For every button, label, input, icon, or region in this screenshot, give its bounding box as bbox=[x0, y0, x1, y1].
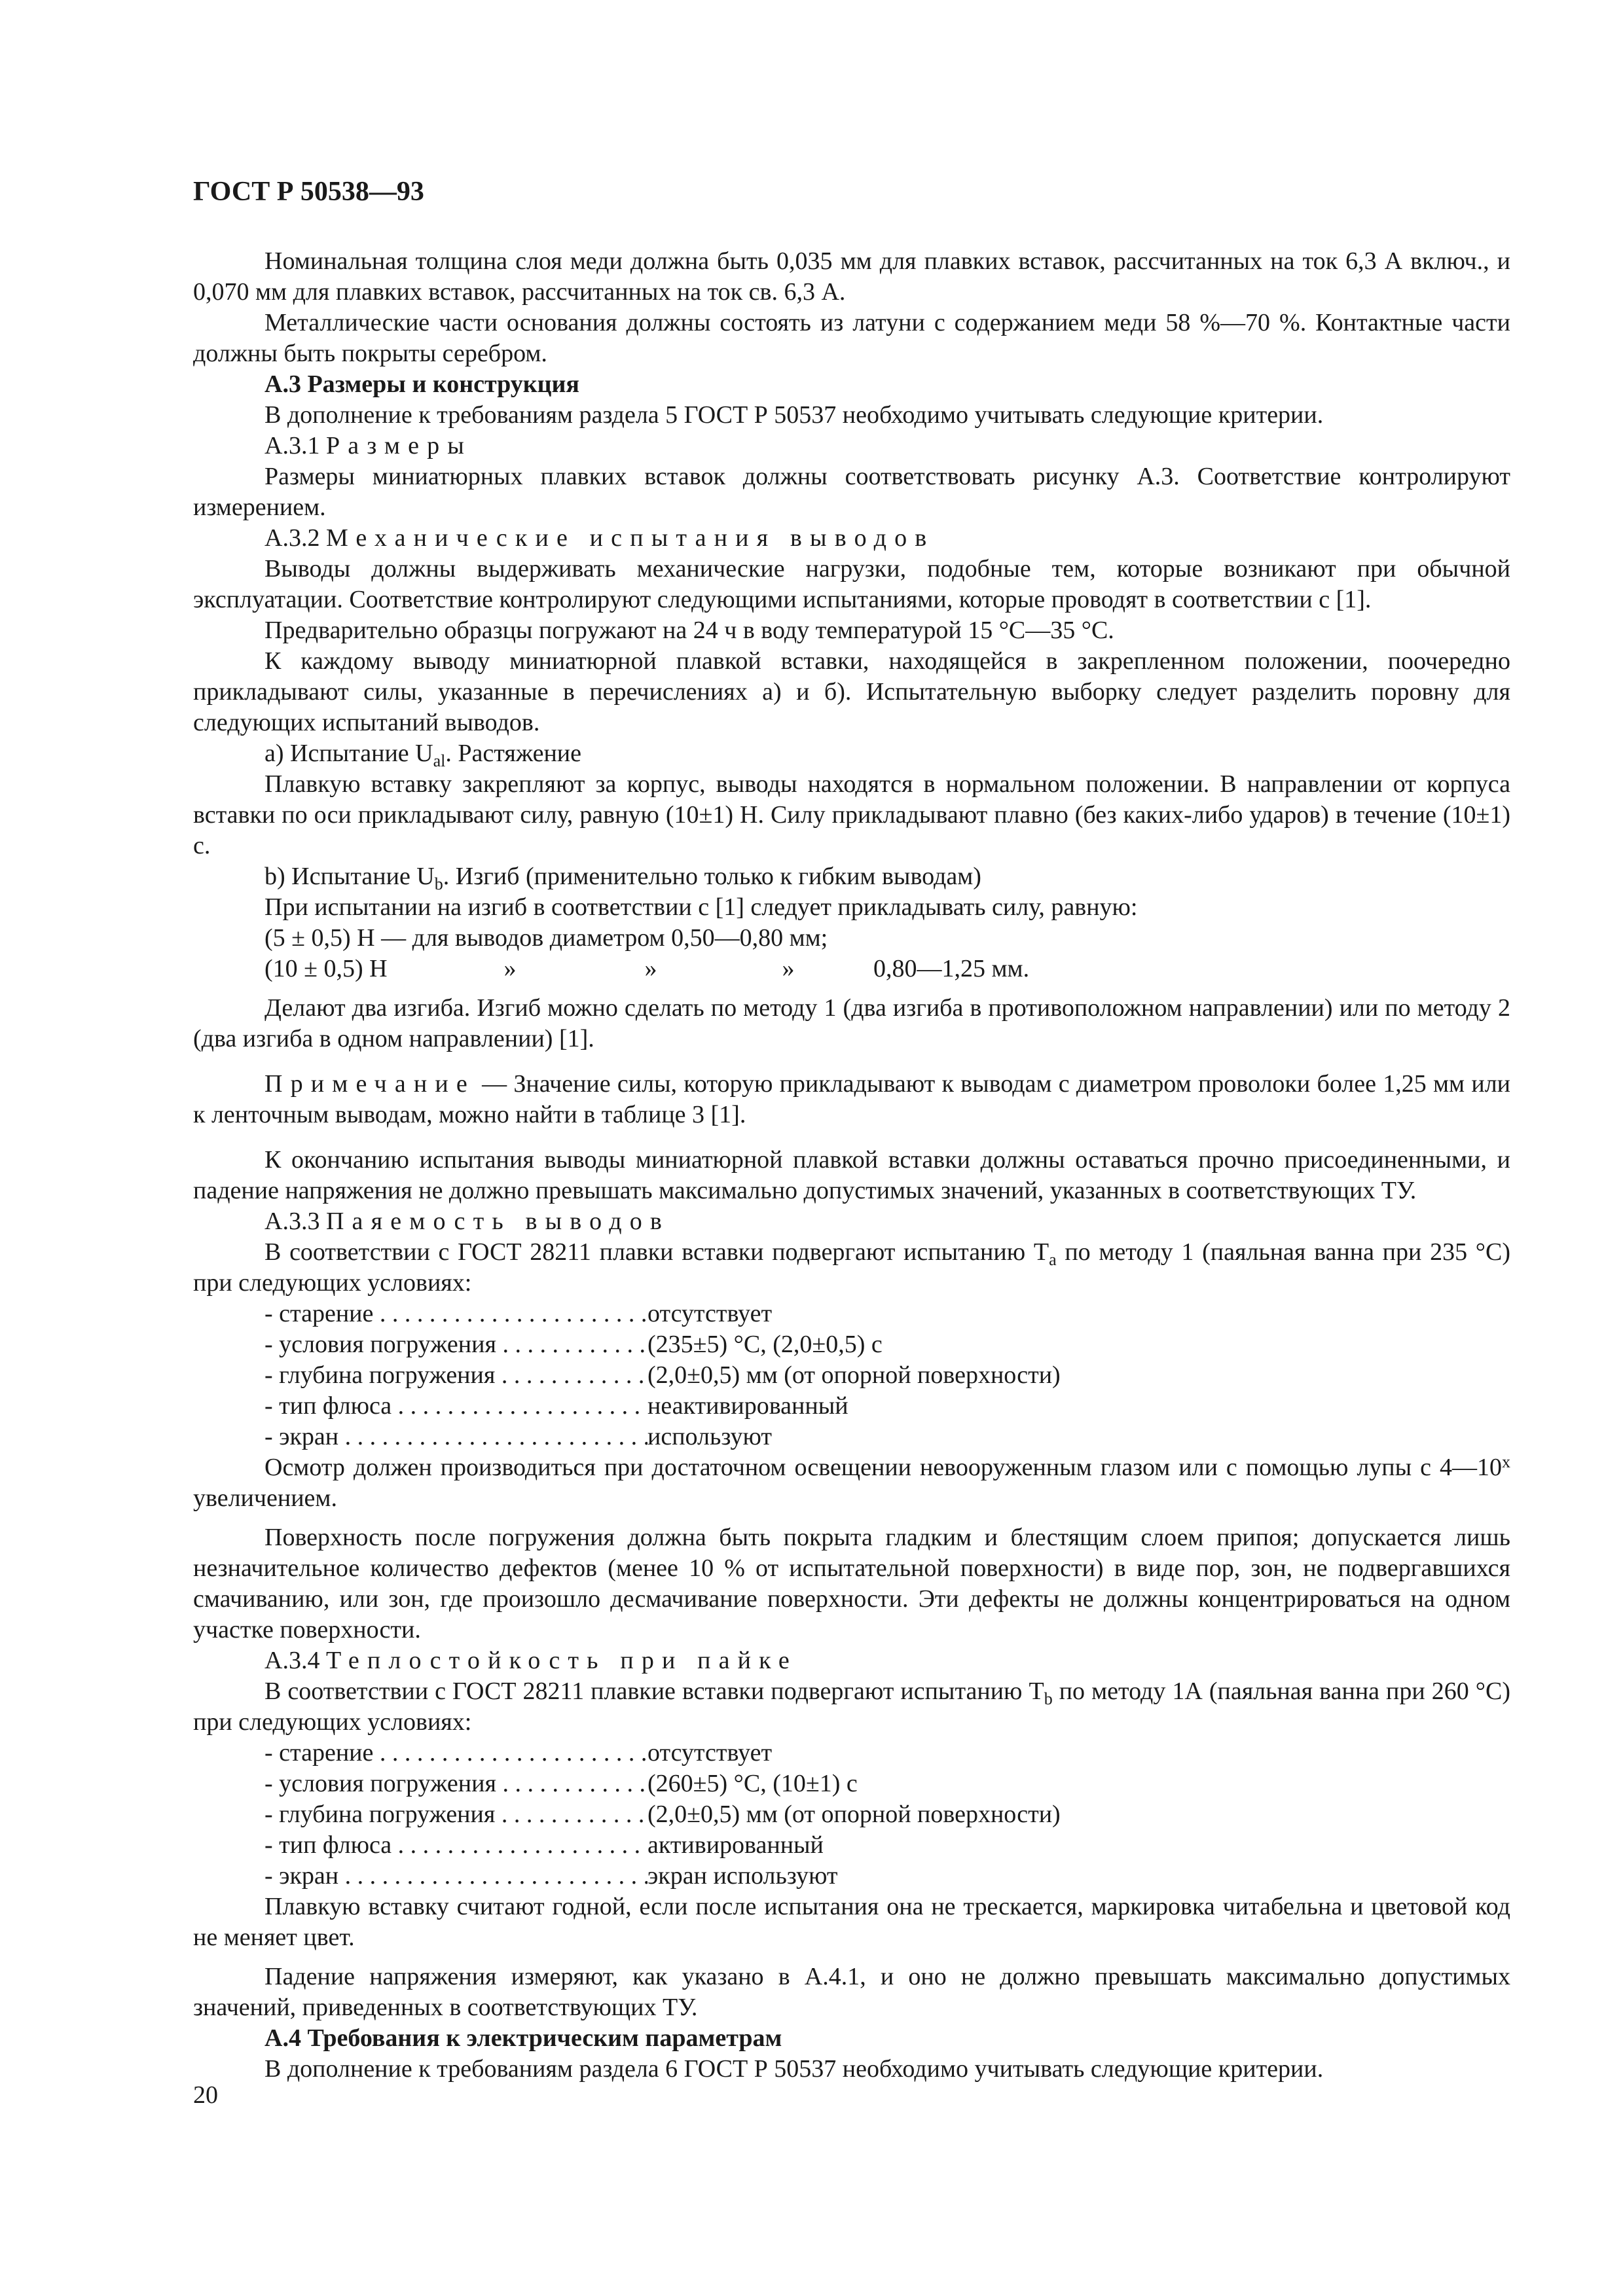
section-a3-title: А.3 Размеры и конструкция bbox=[264, 370, 579, 398]
section-a33-heading bbox=[193, 1206, 1510, 1237]
section-a31-number: А.3.1 bbox=[264, 432, 326, 459]
conditions-list-a33 bbox=[193, 1299, 1510, 1452]
condition-label: - экран . . . bbox=[264, 1861, 647, 1892]
section-a33-text-start: В соответствии с ГОСТ 28211 плавки вставки подвергают испытанию Т bbox=[264, 1238, 1049, 1266]
force-row-2-value: (10 ± 0,5) Н bbox=[264, 955, 388, 982]
condition-row bbox=[193, 1768, 1510, 1799]
test-a-label: a) Испытание U bbox=[264, 740, 433, 767]
test-a-text: Плавкую вставку закрепляют за корпус, выводы находятся в нормальном положении. В направлении от корпуса вставки по оси прикладывают силу, равную (10±1) Н. Силу прикладывают плавно (без каких-либо ударов) в течение (10±1) с. bbox=[193, 770, 1510, 859]
condition-label: - условия погружения . . . bbox=[264, 1768, 647, 1799]
condition-row bbox=[193, 1329, 1510, 1360]
condition-row bbox=[193, 1391, 1510, 1422]
paragraph-copper-thickness: Номинальная толщина слоя меди должна быть 0,035 мм для плавких вставок, рассчитанных на ток 6,3 А включ., и 0,070 мм для плавких вставок, рассчитанных на ток св. 6,3 А. bbox=[193, 247, 1510, 306]
ditto-mark: » bbox=[644, 955, 657, 982]
condition-row bbox=[193, 1830, 1510, 1861]
section-a34-good: Плавкую вставку считают годной, если после испытания она не трескается, маркировка читабельна и цветовой код не меняет цвет. bbox=[193, 1893, 1510, 1951]
section-a32-text-2: Предварительно образцы погружают на 24 ч в воду температурой 15 °С—35 °С. bbox=[264, 617, 1114, 644]
section-a32-title: Механические испытания выводов bbox=[325, 524, 935, 552]
page-number: 20 bbox=[193, 2081, 218, 2109]
condition-row bbox=[193, 1799, 1510, 1830]
section-a32-text-3: К каждому выводу миниатюрной плавкой вставки, находящейся в закрепленном положении, поочередно прикладывают силы, указанные в перечислениях а) и б). Испытательную выборку следует разделить поровну для следующих испытаний выводов. bbox=[193, 647, 1510, 736]
condition-label: - тип флюса . . . bbox=[264, 1830, 647, 1861]
condition-label: - экран . . . bbox=[264, 1422, 647, 1452]
condition-value: (2,0±0,5) мм (от опорной поверхности) bbox=[647, 1801, 1061, 1828]
condition-value: экран используют bbox=[647, 1862, 838, 1890]
section-a31-text: Размеры миниатюрных плавких вставок должны соответствовать рисунку А.3. Соответствие контролируют измерением. bbox=[193, 463, 1510, 521]
ditto-mark: » bbox=[782, 955, 795, 982]
section-a31-title: Размеры bbox=[325, 432, 472, 459]
inspection-text-start: Осмотр должен производиться при достаточном освещении невооруженным глазом или с помощью лупы с 4—10 bbox=[264, 1454, 1502, 1481]
bend-text: Делают два изгиба. Изгиб можно сделать по методу 1 (два изгиба в противоположном направлении) или по методу 2 (два изгиба в одном направлении) [1]. bbox=[193, 994, 1510, 1052]
ditto-mark: » bbox=[503, 955, 517, 982]
section-a3-text: В дополнение к требованиям раздела 5 ГОСТ Р 50537 необходимо учитывать следующие критерии. bbox=[264, 401, 1324, 429]
section-a32-heading bbox=[193, 523, 1510, 554]
section-a34-number: А.3.4 bbox=[264, 1647, 326, 1674]
section-a33-number: А.3.3 bbox=[264, 1208, 326, 1235]
section-a32-text-1: Выводы должны выдерживать механические нагрузки, подобные тем, которые возникают при обычной эксплуатации. Соответствие контролируют следующими испытаниями, которые проводят в соответствии с [1]. bbox=[193, 555, 1510, 613]
test-b-heading bbox=[193, 861, 1510, 892]
force-row-1 bbox=[193, 923, 1510, 954]
condition-value: неактивированный bbox=[647, 1392, 848, 1420]
section-a34-subscript: b bbox=[1044, 1689, 1053, 1708]
condition-label: - глубина погружения . . . bbox=[264, 1799, 647, 1830]
section-a31-heading bbox=[193, 431, 1510, 461]
test-b-text: При испытании на изгиб в соответствии с [1] следует прикладывать силу, равную: bbox=[264, 893, 1138, 921]
section-a4-title: А.4 Требования к электрическим параметрам bbox=[264, 2024, 782, 2052]
section-a33-text bbox=[193, 1237, 1510, 1299]
condition-value: активированный bbox=[647, 1831, 824, 1859]
condition-label: - глубина погружения . . . bbox=[264, 1360, 647, 1391]
condition-label: - тип флюса . . . bbox=[264, 1391, 647, 1422]
condition-label: - условия погружения . . . bbox=[264, 1329, 647, 1360]
section-a34-text bbox=[193, 1676, 1510, 1738]
condition-row bbox=[193, 1299, 1510, 1329]
condition-label: - старение . . . bbox=[264, 1299, 647, 1329]
paragraph-metal-parts: Металлические части основания должны состоять из латуни с содержанием меди 58 %—70 %. Контактные части должны быть покрыты серебром. bbox=[193, 309, 1510, 367]
force-row-2-diameter: 0,80—1,25 мм. bbox=[873, 955, 1030, 982]
section-a33-text-end: по методу 1 (паяльная ванна при 235 °С) при следующих условиях: bbox=[193, 1238, 1510, 1297]
section-a4-text: В дополнение к требованиям раздела 6 ГОСТ Р 50537 необходимо учитывать следующие критерии. bbox=[264, 2055, 1324, 2083]
note bbox=[193, 1069, 1510, 1130]
test-b-label: b) Испытание U bbox=[264, 863, 435, 890]
section-a34-title: Теплостойкость при пайке bbox=[325, 1647, 797, 1674]
condition-value: (235±5) °С, (2,0±0,5) с bbox=[647, 1331, 883, 1358]
section-a33-title: Паяемость выводов bbox=[325, 1208, 670, 1235]
end-test-text: К окончанию испытания выводы миниатюрной плавкой вставки должны оставаться прочно присоединенными, и падение напряжения не должно превышать максимально допустимых значений, указанных в соответствующих ТУ. bbox=[193, 1146, 1510, 1204]
condition-row bbox=[193, 1738, 1510, 1768]
condition-row bbox=[193, 1422, 1510, 1452]
condition-value: используют bbox=[647, 1423, 773, 1450]
condition-label: - старение . . . bbox=[264, 1738, 647, 1768]
note-label: Примечание bbox=[264, 1070, 475, 1098]
condition-value: (2,0±0,5) мм (от опорной поверхности) bbox=[647, 1361, 1061, 1389]
condition-row bbox=[193, 1861, 1510, 1892]
section-a34-text-end: по методу 1А (паяльная ванна при 260 °С) при следующих условиях: bbox=[193, 1677, 1510, 1736]
condition-row bbox=[193, 1360, 1510, 1391]
condition-value: (260±5) °С, (10±1) с bbox=[647, 1770, 858, 1797]
test-a-subscript: al bbox=[433, 751, 446, 770]
force-row-2 bbox=[193, 954, 1510, 984]
test-b-title: . Изгиб (применительно только к гибким выводам) bbox=[443, 863, 981, 890]
inspection-text-end: увеличением. bbox=[193, 1484, 337, 1512]
force-row-1-text: (5 ± 0,5) Н — для выводов диаметром 0,50—0,80 мм; bbox=[264, 924, 828, 952]
test-a-title: . Растяжение bbox=[445, 740, 581, 767]
section-a34-text-start: В соответствии с ГОСТ 28211 плавкие вставки подвергают испытанию Т bbox=[264, 1677, 1044, 1705]
section-a32-number: А.3.2 bbox=[264, 524, 326, 552]
document-page bbox=[193, 175, 1510, 2085]
section-a33-surface: Поверхность после погружения должна быть покрыта гладким и блестящим слоем припоя; допускается лишь незначительное количество дефектов (менее 10 % от испытательной поверхности) в виде пор, зон, не подвергавшихся смачиванию, или зон, где произошло десмачивание поверхности. Эти дефекты не должны концентрироваться на одном участке поверхности. bbox=[193, 1524, 1510, 1643]
section-a34-heading bbox=[193, 1645, 1510, 1676]
test-a-heading bbox=[193, 738, 1510, 769]
test-b-subscript: b bbox=[434, 874, 443, 893]
condition-value: отсутствует bbox=[647, 1739, 773, 1767]
document-header: ГОСТ Р 50538—93 bbox=[193, 177, 424, 207]
condition-value: отсутствует bbox=[647, 1300, 773, 1327]
section-a34-drop: Падение напряжения измеряют, как указано в А.4.1, и оно не должно превышать максимально допустимых значений, приведенных в соответствующих ТУ. bbox=[193, 1963, 1510, 2021]
conditions-list-a34 bbox=[193, 1738, 1510, 1892]
section-a33-inspection bbox=[193, 1452, 1510, 1514]
section-a33-subscript: а bbox=[1049, 1250, 1057, 1269]
force-list bbox=[193, 923, 1510, 984]
note-text: — Значение силы, которую прикладывают к выводам с диаметром проволоки более 1,25 мм или к ленточным выводам, можно найти в таблице 3 [1]. bbox=[193, 1070, 1510, 1128]
inspection-superscript: х bbox=[1502, 1452, 1510, 1471]
